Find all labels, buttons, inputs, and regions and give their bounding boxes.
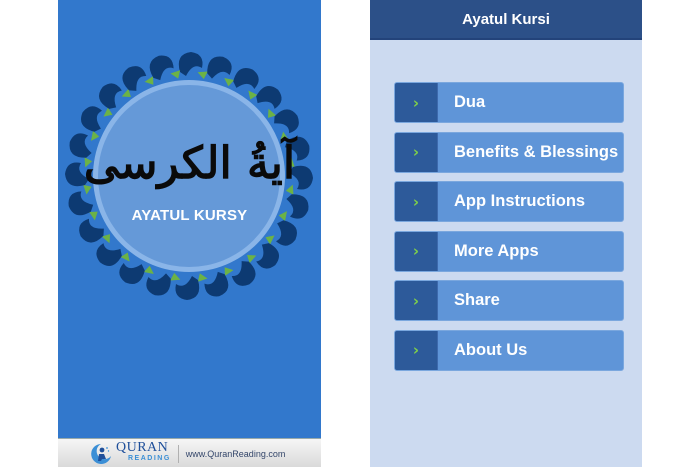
menu-icon-box <box>395 281 438 320</box>
menu-icon-box <box>395 331 438 370</box>
quran-reading-logo-icon <box>90 443 112 465</box>
chevron-right-icon: › <box>412 192 420 211</box>
chevron-right-icon: › <box>412 143 420 162</box>
splash-screen <box>58 0 321 467</box>
menu-screen <box>370 0 642 467</box>
nav-header <box>370 0 642 40</box>
chevron-right-icon: › <box>412 93 420 112</box>
website-link[interactable]: www.QuranReading.com <box>185 448 286 459</box>
chevron-right-icon: › <box>412 291 420 310</box>
footer-banner[interactable] <box>58 438 321 467</box>
page-title: Ayatul Kursi <box>462 10 550 28</box>
menu-item-benefits-blessings[interactable] <box>394 132 624 173</box>
logo-quran-text: QURAN <box>116 440 169 455</box>
menu-item-label: Benefits & Blessings <box>454 142 619 161</box>
menu-item-label: Share <box>454 291 500 310</box>
chevron-right-icon: › <box>412 242 420 261</box>
menu-item-label: About Us <box>454 340 528 359</box>
menu-item-label: Dua <box>454 93 486 111</box>
logo-reading-text: READING <box>128 455 171 462</box>
menu-item-label: App Instructions <box>454 192 586 211</box>
english-title: AYATUL KURSY <box>131 207 248 224</box>
menu-icon-box <box>395 133 438 172</box>
menu-item-more-apps[interactable] <box>394 231 624 272</box>
menu-item-app-instructions[interactable] <box>394 181 624 222</box>
menu-item-label: More Apps <box>454 241 539 260</box>
logo-text <box>116 440 171 464</box>
menu-icon-box <box>395 232 438 271</box>
chevron-right-icon: › <box>412 341 420 360</box>
menu-icon-box <box>395 83 438 122</box>
menu-item-share[interactable] <box>394 280 624 321</box>
arabic-title: آيةُ الكرسى <box>83 138 296 189</box>
footer-divider <box>178 445 179 463</box>
main-menu <box>394 82 624 380</box>
menu-item-about-us[interactable] <box>394 330 624 371</box>
menu-icon-box <box>395 182 438 221</box>
menu-item-dua[interactable] <box>394 82 624 123</box>
